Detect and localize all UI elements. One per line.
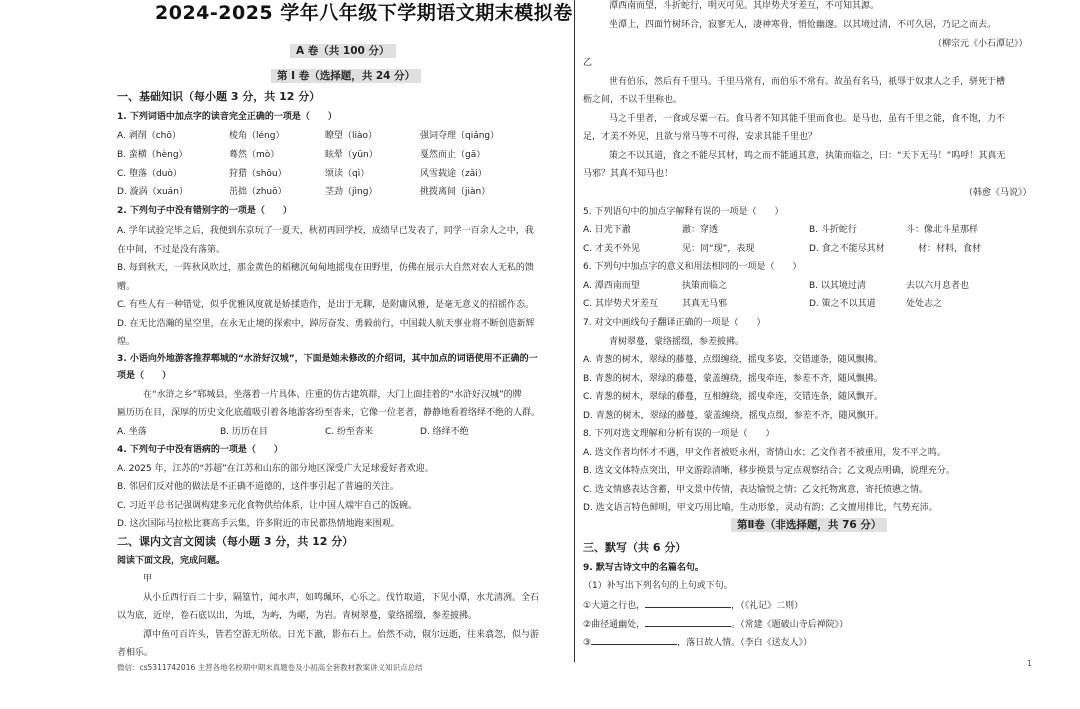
q1-option-b-2: 蓦然（mò） (229, 150, 280, 160)
q1-option-a-1: A. 剥削（chō） (117, 131, 181, 141)
part2-label (731, 519, 887, 532)
passage-yi-line: 马之千里者，一食或尽粟一石。食马者不知其能千里而食也。是马也，虽有千里之能，食不饱，力不 (609, 114, 1006, 124)
q9-sub: （1）补写出下列名句的上句或下句。 (583, 581, 733, 591)
passage-jia-line: 从小丘西行百二十步，隔篁竹，闻水声，如鸣珮环，心乐之。伐竹取道，下见小潭，水尤清冽。全石 (143, 593, 540, 603)
volume-a-band: A 卷（共 100 分） (290, 44, 396, 58)
q5-stem: 5. 下列语句中的加点字解释有误的一项是（ ） (583, 207, 784, 217)
q7-quote: 青树翠蔓，蒙络摇缀，参差披拂。 (609, 337, 745, 347)
passage-jia-cont: 潭西南而望，斗折蛇行，明灭可见。其岸势犬牙差互，不可知其源。 (609, 1, 880, 11)
passage-yi-line: 世有伯乐，然后有千里马。千里马常有，而伯乐不常有。故虽有名马，祇辱于奴隶人之手，骈死于槽 (609, 77, 1006, 87)
page-number: 1 (1027, 659, 1032, 668)
q7-stem: 7. 对文中画线句子翻译正确的一项是（ ） (583, 318, 766, 328)
q2-line: B. 每到秋天，一阵秋风吹过，那金黄色的稻穗沉甸甸地摇曳在田野里，仿佛在展示大自然对农人无私的馈 (117, 263, 534, 273)
q1-option-a-3: 瞭望（liào） (325, 131, 378, 141)
q3-option-b: B. 历历在目 (220, 427, 268, 437)
q3-passage-line: 匾历历在目，深厚的历史文化底蕴吸引着各地游客纷至沓来，它像一位老者，静静地看着络绎不绝的人群。 (117, 408, 541, 418)
q1-option-b-1: B. 蛮横（hèng） (117, 150, 188, 160)
passage-yi-source: （韩愈《马说》） (964, 188, 1032, 198)
q5-option-a-gloss: 澈：穿透 (682, 225, 719, 235)
q1-option-a-2: 棱角（léng） (229, 131, 285, 141)
q9-stem: 9. 默写古诗文中的名篇名句。 (583, 563, 704, 573)
q3-option-d: D. 络绎不绝 (420, 427, 469, 437)
q9-item-2-source: 。（常建《题破山寺后禅院》） (731, 620, 849, 630)
q6-option-b: B. 以其境过清 (809, 281, 866, 291)
q4-stem: 4. 下列句子中没有语病的一项是（ ） (117, 445, 283, 455)
q9-item-2 (583, 617, 848, 631)
passage-jia-label: 甲 (143, 574, 153, 584)
q6-option-c-pair: 其真无马邪 (682, 299, 728, 309)
q3-passage-line: 在“水浒之乡”郓城县，坐落着一片具体、庄重的仿古建筑群，大门上面挂着的“水浒好汉城”的牌 (143, 390, 522, 400)
q1-option-d-1: D. 漩涡（xuán） (117, 187, 188, 197)
q6-option-a: A. 潭西南而望 (583, 281, 640, 291)
answer-blank[interactable] (645, 617, 731, 627)
q5-option-c-gloss: 见：同“现”，表现 (682, 244, 755, 254)
q9-item-1-prompt: ①大道之行也， (583, 601, 646, 611)
page-footer: 微信：cs5311742016 主营各地名校期中期末真题卷及小初高全套教材教案讲义知识点总结 (117, 663, 423, 672)
passage-jia-line: 者相乐。 (117, 648, 154, 658)
passage-yi-label: 乙 (583, 58, 593, 68)
section2-title: 二、课内文言文阅读（每小题 3 分，共 12 分） (117, 535, 354, 548)
q6-stem: 6. 下列句中加点字的意义和用法相同的一项是（ ） (583, 262, 802, 272)
q1-option-c-4: 风雪载途（zǎi） (420, 169, 487, 179)
passage-yi-line: 枥之间，不以千里称也。 (583, 95, 683, 105)
q1-option-c-2: 狩猎（shōu） (229, 169, 287, 179)
q4-option-a: A. 2025 年，江苏的“苏超”在江苏和山东的部分地区深受广大足球爱好者欢迎。 (117, 464, 434, 474)
right-column (583, 0, 1033, 709)
part1-band: 第 I 卷（选择题，共 24 分） (271, 69, 421, 83)
q3-option-c: C. 纷至沓来 (325, 427, 374, 437)
exam-title: 2024-2025 学年八年级下学期语文期末模拟卷 (155, 2, 573, 24)
q1-option-d-2: 茁拙（zhuō） (229, 187, 287, 197)
q1-option-d-4: 挑拨离间（jiàn） (420, 187, 491, 197)
q3-stem: 3. 小语向外地游客推荐郫城的“水浒好汉城”，下面是她未修改的介绍词，其中加点的词语使用不正确的一 (117, 354, 538, 364)
passage-jia-cont: 坐潭上，四面竹树环合，寂寥无人，凄神寒骨，悄怆幽邃。以其境过清，不可久居，乃记之而去。 (609, 20, 997, 30)
q9-item-3-prompt: ③ (583, 638, 592, 648)
q1-option-d-3: 茎劲（jìng） (325, 187, 378, 197)
q2-line: 赠。 (117, 282, 136, 292)
section3-title: 三、默写（共 6 分） (583, 541, 687, 554)
q2-stem: 2. 下列句子中没有错别字的一项是（ ） (117, 206, 292, 216)
q7-option-b: B. 青葱的树木，翠绿的藤蔓，蒙盖缠绕，摇曳牵连，参差不齐，随风飘拂。 (583, 374, 883, 384)
q2-line: A. 学年试验完毕之后，我便到东京玩了一夏天，秋初再回学校，成绩早已发表了，同学一百余人之中，我 (117, 226, 534, 236)
q4-option-c: C. 习近平总书记强调构建多元化食物供给体系，让中国人端牢自己的饭碗。 (117, 501, 418, 511)
q5-option-c: C. 才美不外见 (583, 244, 641, 254)
passage-jia-line (117, 610, 477, 622)
q6-option-a-pair: 执策而临之 (682, 281, 728, 291)
q5-option-d-gloss: 材：材料，食材 (918, 244, 982, 254)
q8-option-a: A. 选文作者均怀才不遇，甲文作者被贬永州，寄情山水；乙文作者不被重用，发不平之鸣。 (583, 448, 946, 458)
q9-item-1-source: ，（《礼记》二则） (731, 601, 804, 611)
left-column (117, 0, 567, 709)
q2-line: 煌。 (117, 337, 136, 347)
q7-option-a: A. 青葱的树木，翠绿的藤蔓，点缀缠绕，摇曳多姿，交错連条，随风飘拂。 (583, 355, 883, 365)
q1-option-a-4: 强词夺理（qiǎng） (420, 131, 500, 141)
q1-stem: 1. 下列词语中加点字的读音完全正确的一项是（ ） (117, 112, 337, 122)
q5-option-b-gloss: 斗：像北斗星那样 (906, 225, 979, 235)
answer-blank[interactable] (645, 598, 731, 608)
q4-option-d: D. 这次国际马拉松比赛高手云集，许多附近的市民都热情地跑来围观。 (117, 519, 400, 529)
q1-option-b-3: 眩晕（yūn） (325, 150, 378, 160)
q3-stem-cont: 项是（ ） (117, 371, 172, 381)
q3-option-a: A. 坐落 (117, 427, 147, 437)
passage-yi-line: 策之不以其道，食之不能尽其材，鸣之而不能通其意，执策而临之，曰：“天下无马！”呜呼！其真无 (609, 151, 1006, 161)
passage-jia-text: 以为底，近岸，卷石底以出，为坻，为屿，为嵁，为岩。青树翠蔓，蒙络摇缀，参差披拂。 (117, 611, 478, 621)
q1-option-b-4: 戛然而止（gā） (420, 150, 486, 160)
q5-option-a: A. 日光下澈 (583, 225, 631, 235)
section1-title: 一、基础知识（每小题 3 分，共 12 分） (117, 90, 321, 103)
passage-jia-line: 潭中鱼可百许头，皆若空游无所依。日光下澈，影布石上。佁然不动，俶尔远逝，往来翕忽，似与游 (143, 630, 540, 640)
q9-item-1 (583, 598, 803, 612)
q8-option-d: D. 选文语言特色鲜明，甲文巧用比喻，生动形象，灵动有韵；乙文擅用排比，气势充沛。 (583, 503, 938, 513)
q5-option-d: D. 食之不能尽其材 (809, 244, 885, 254)
q4-option-b: B. 邻居们反对他的做法是不正确不道德的，这件事引起了普遍的关注。 (117, 482, 399, 492)
q7-option-d: D. 青葱的树木，翠绿的藤蔓，蒙盖缠绕，摇曳点缀，参差不齐，随风飘开。 (583, 411, 884, 421)
reading-prompt: 阅读下面文段，完成问题。 (117, 556, 226, 566)
q5-option-b: B. 斗折蛇行 (809, 225, 857, 235)
q9-item-3 (583, 635, 812, 649)
column-divider (574, 0, 575, 662)
q7-option-c: C. 青葱的树木，翠绿的藤蔓，互相缠绕，摇曳牵连，交错连条，随风飘开。 (583, 392, 884, 402)
q1-option-c-3: 颂读（qì） (325, 169, 370, 179)
q8-option-c: C. 选文情感表达含蓄，甲文景中传情，表达愉悦之情；乙文托物寓意，寄托愤懑之情。 (583, 485, 929, 495)
q2-line: 在中间，不过是没有落第。 (117, 245, 226, 255)
part2-band: 第Ⅱ卷（非选择题，共 76 分） (731, 518, 887, 532)
q6-option-d-pair: 处处志之 (906, 299, 943, 309)
q1-option-c-1: C. 堕落（duò） (117, 169, 182, 179)
answer-blank[interactable] (591, 635, 677, 645)
q6-option-d: D. 策之不以其道 (809, 299, 876, 309)
passage-yi-line: 足，才美不外见，且欲与常马等不可得，安求其能千里也？ (583, 132, 818, 142)
q8-stem: 8. 下列对选文理解和分析有误的一项是（ ） (583, 429, 775, 439)
q8-option-b: B. 选文文体特点突出，甲文游踪清晰，移步换景与定点观察结合；乙文观点明确，说理充分。 (583, 466, 955, 476)
q9-item-2-prompt: ②曲径通幽处， (583, 620, 646, 630)
q6-option-c: C. 其岸势犬牙差互 (583, 299, 659, 309)
q2-line: C. 有些人有一种错觉，似乎优雅风度就是娇揉造作，是出于无聊，是附庸风雅，是毫无意义的招摇作态。 (117, 300, 535, 310)
q9-item-3-source: ，落日故人情。（李白《送友人》） (677, 638, 813, 648)
passage-yi-line: 马邪？其真不知马也！ (583, 169, 674, 179)
q2-line: D. 在无比浩瀚的星空里，在永无止境的探索中，踔厉奋发、勇毅前行，中国载人航天事业将不断创造新辉 (117, 319, 535, 329)
passage-jia-source: （柳宗元《小石潭记》） (933, 39, 1028, 49)
q6-option-b-pair: 去以六月息者也 (906, 281, 970, 291)
